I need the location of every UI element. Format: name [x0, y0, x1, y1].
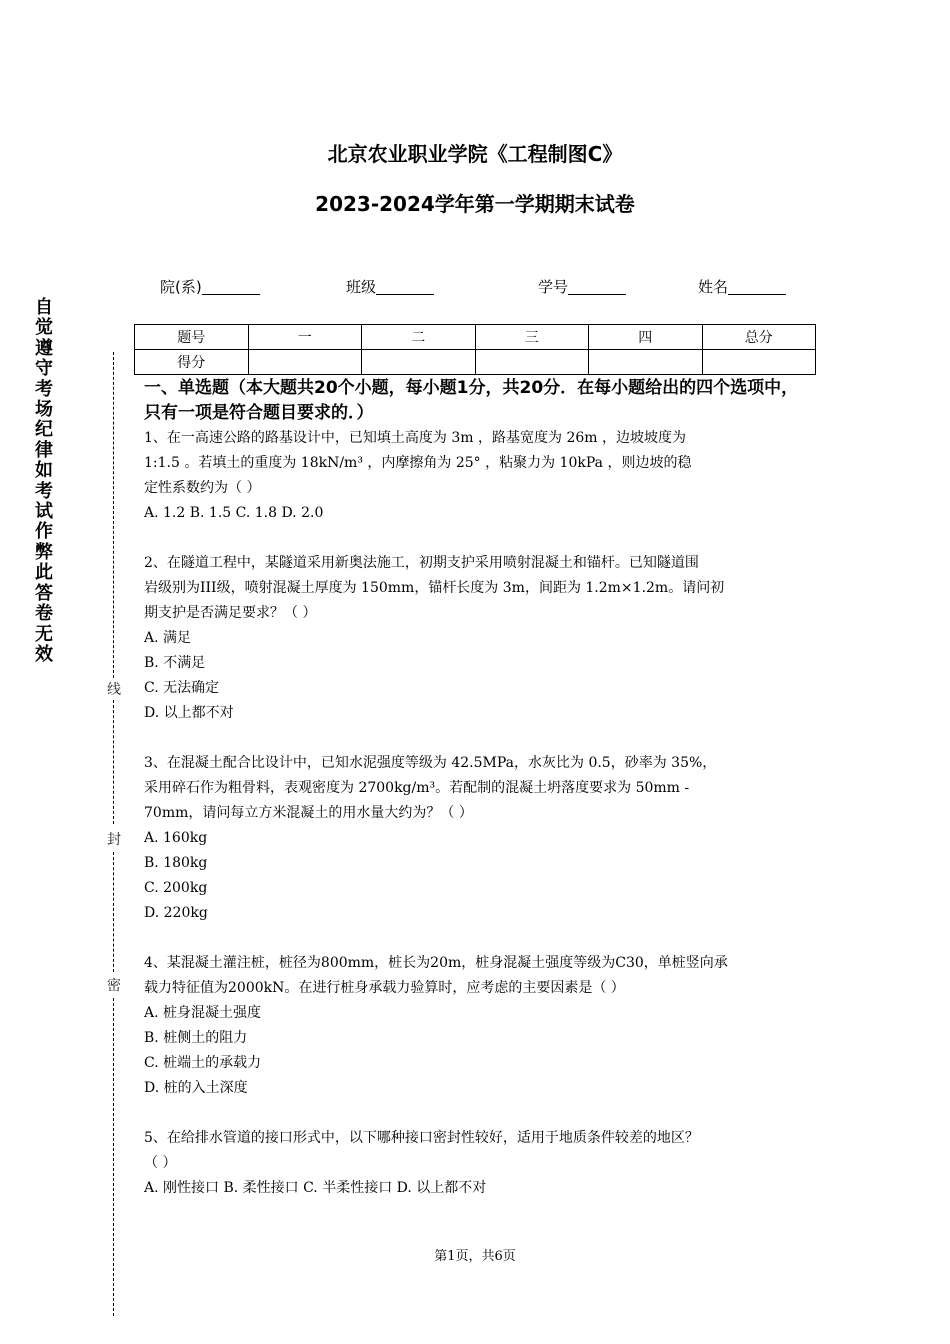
class-label: 班级 [346, 278, 377, 296]
question-text: 4、某混凝土灌注桩，桩径为800mm，桩长为20m，桩身混凝土强度等级为C30，单桩竖向承 [144, 955, 728, 971]
score-table-score-row [135, 350, 816, 375]
seal-mark-secret: 密 [107, 978, 121, 994]
score-cell[interactable] [248, 350, 362, 375]
question-text: 1、在一高速公路的路基设计中，已知填土高度为 3m ，路基宽度为 26m ，边坡坡度为 [144, 430, 686, 446]
question-text: 3、在混凝土配合比设计中，已知水泥强度等级为 42.5MPa，水灰比为 0.5，砂率为 35%， [144, 755, 717, 771]
question-option: D. 以上都不对 [144, 705, 234, 721]
seal-dashed-line [113, 852, 114, 972]
question-text: 载力特征值为2000kN。在进行桩身承载力验算时，应考虑的主要因素是（ ） [144, 980, 625, 996]
score-header-cell: 三 [475, 325, 589, 350]
score-table-header-row [135, 325, 816, 350]
question-text: 采用碎石作为粗骨料，表观密度为 2700kg/m³。若配制的混凝土坍落度要求为 50mm - [144, 780, 690, 796]
seal-dashed-line [113, 352, 114, 678]
question-option: C. 200kg [144, 880, 208, 896]
score-table [134, 324, 816, 375]
student-id-label: 学号 [538, 278, 569, 296]
question-option: D. 桩的入土深度 [144, 1080, 248, 1096]
score-cell[interactable] [362, 350, 476, 375]
seal-dashed-line [113, 700, 114, 824]
question [144, 751, 816, 926]
question-text: 5、在给排水管道的接口形式中，以下哪种接口密封性较好，适用于地质条件较差的地区？ [144, 1130, 699, 1146]
page-number: 第1页，共6页 [434, 1249, 516, 1264]
score-header-cell: 总分 [702, 325, 816, 350]
question-option: A. 160kg [144, 830, 208, 846]
question [144, 426, 816, 526]
question-text: 70mm，请问每立方米混凝土的用水量大约为？（ ） [144, 805, 473, 821]
question-option: B. 桩侧土的阻力 [144, 1030, 248, 1046]
dept-blank[interactable] [202, 278, 260, 295]
name-label: 姓名 [698, 278, 729, 296]
class-field [346, 276, 434, 297]
score-header-cell: 题号 [135, 325, 249, 350]
question-option: A. 满足 [144, 630, 192, 646]
score-row-label: 得分 [135, 350, 249, 375]
score-cell[interactable] [475, 350, 589, 375]
seal-mark-line: 线 [107, 682, 121, 698]
question-text: 期支护是否满足要求？（ ） [144, 605, 317, 621]
question-text: 岩级别为III级，喷射混凝土厚度为 150mm，锚杆长度为 3m，间距为 1.2m×1.2m。请问初 [144, 580, 725, 596]
section-heading: 一、单选题（本大题共20个小题，每小题1分，共20分．在每小题给出的四个选项中，只有一项是符合题目要求的．） [144, 378, 799, 423]
question-option: A. 桩身混凝土强度 [144, 1005, 262, 1021]
question [144, 951, 816, 1101]
seal-dashed-line [113, 998, 114, 1316]
question-option: B. 180kg [144, 855, 208, 871]
question-text: 2、在隧道工程中，某隧道采用新奥法施工，初期支护采用喷射混凝土和锚杆。已知隧道围 [144, 555, 699, 571]
dept-label: 院(系) [160, 278, 202, 296]
student-id-field [538, 276, 626, 297]
seal-mark-seal: 封 [107, 832, 121, 848]
question-option: C. 桩端土的承载力 [144, 1055, 262, 1071]
score-header-cell: 二 [362, 325, 476, 350]
question-option: C. 无法确定 [144, 680, 220, 696]
question-text: 定性系数约为（ ） [144, 480, 261, 496]
question-option: A. 刚性接口 B. 柔性接口 C. 半柔性接口 D. 以上都不对 [144, 1180, 487, 1196]
question [144, 551, 816, 726]
question [144, 1126, 816, 1201]
name-field [698, 276, 786, 297]
score-cell[interactable] [589, 350, 703, 375]
exam-discipline-notice: 自觉遵守考场纪律如考试作弊此答卷无效 [35, 297, 53, 665]
score-header-cell: 四 [589, 325, 703, 350]
question-option: D. 220kg [144, 905, 208, 921]
question-option: B. 不满足 [144, 655, 206, 671]
student-id-blank[interactable] [568, 278, 626, 295]
question-option: A. 1.2 B. 1.5 C. 1.8 D. 2.0 [144, 505, 324, 521]
score-header-cell: 一 [248, 325, 362, 350]
questions-list [144, 426, 816, 1226]
exam-title-line2: 2023-2024学年第一学期期末试卷 [315, 192, 635, 216]
score-cell[interactable] [702, 350, 816, 375]
exam-title-line1: 北京农业职业学院《工程制图C》 [327, 142, 623, 166]
student-info-row [160, 276, 810, 300]
question-text: （ ） [144, 1155, 177, 1171]
question-text: 1:1.5 。若填土的重度为 18kN/m³ ，内摩擦角为 25° ，粘聚力为 10kPa ，则边坡的稳 [144, 455, 692, 471]
class-blank[interactable] [376, 278, 434, 295]
name-blank[interactable] [728, 278, 786, 295]
dept-field [160, 276, 260, 297]
